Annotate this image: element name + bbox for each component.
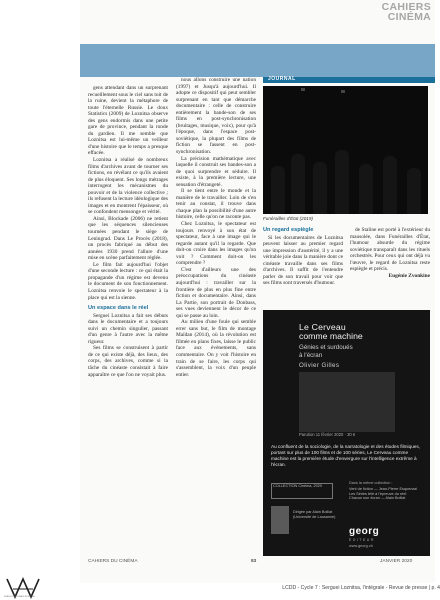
article-column-1 — [88, 85, 168, 555]
section-label: JOURNAL — [268, 76, 296, 82]
magazine-masthead — [359, 2, 431, 22]
related-titles — [349, 487, 425, 501]
photo-caption: Funérailles d'État (2019) — [263, 216, 313, 221]
festival-logo-text: FRANCO-ROUMAIN FESTIVAL — [4, 596, 36, 598]
book-advertisement — [263, 310, 430, 556]
paragraph: La précision mathématique avec laquelle il construit ses bandes-son a de quoi surprendre et séduire. Il existe, à la première lecture, une sensation d'étrangeté. — [176, 155, 256, 188]
ad-title-line1: Le Cerveau — [299, 322, 346, 332]
paragraph: Il se tient entre le monde et la manière de le travailler. Loin de s'en tenir au constat, il trouve dans chaque plan la possibilité d'une autre histoire, celle qu'on ne raconte pas. — [176, 188, 256, 221]
ad-blurb: Au confluent de la sociologie, de la narratologie et des études filmiques, portant sur plus de 100 films et de 100 séries, Le Cerveau comme machine est la première étude d'envergure sur l'intelligence extrême à l'écran. — [271, 444, 421, 467]
collection-label: COLLECTION Cinéma, 2020 — [273, 484, 322, 488]
article-column-2 — [176, 77, 256, 555]
book-cover-image — [299, 372, 395, 432]
magazine-page — [80, 0, 435, 583]
paragraph: Loznitsa a réalisé de nombreux films d'archives avant de tourner ses fictions, en révélant ce qu'ils avaient de plus éloquent. Ses longs métrages interrogent les mécanismes du pouvoir et de la violence collective ; ils refusent la lecture idéologique des images et en montrent l'épaisseur, où se confondent mensonge et vérité. — [88, 157, 168, 216]
paragraph: de Staline est porté à l'extérieur du mausolée, dans Funérailles d'État, l'humour absurde du régime soviétique transparaît dans les rituels orchestrés. Pour ceux qui ont déjà vu l'œuvre, le regard de Loznitsa reste espiègle et précis. — [350, 227, 430, 273]
ad-subtitle-line2: à l'écran — [299, 352, 323, 359]
related-title: Chacun son écran — Alain Boillat — [349, 496, 406, 501]
subheading: Un espace dans le réel — [88, 305, 149, 312]
masthead-line2: CINÉMA — [387, 11, 431, 23]
footer-magazine-name: CAHIERS DU CINÉMA — [88, 559, 138, 564]
paragraph: Ses films se construisent à partir de ce qui existe déjà, des lieux, des corps, des archives, comme si la tâche du cinéaste consistait à faire apparaître ce que l'on ne voyait plus. — [88, 345, 168, 378]
director-line2: (Université de Lausanne) — [293, 514, 336, 519]
paragraph: Au milieu d'une foule qui semble errer sans but, le film de montage Maïdan (2014), où la révolution est filmée en plans fixes, laisse le public face aux événements, sans commentaire. On y voit l'histoire en train de se faire, les corps qui s'assemblent, la voix d'un peuple entier. — [176, 319, 256, 378]
director-info — [293, 510, 335, 519]
masthead-line1: CAHIERS — [381, 1, 431, 13]
paragraph: nous allons construire une nation (1997) et Jusqu'à aujourd'hui. Il adopte ce dispositif qui peut sembler surprenant en tant que démarche documentaire : celle de construire entièrement la bande-son de ses films en post-synchronisation (bruitages, musique, voix), pour qu'à l'époque, dans l'espace post-soviétique, la plupart des films de fiction se fassent en post-synchronisation. — [176, 77, 256, 156]
same-collection-label: Dans la même collection : — [349, 481, 393, 485]
collection-cover-image — [271, 506, 289, 534]
paragraph: Ainsi, Blockade (2006) ne retient que les séquences silencieuses tournées pendant le siège de Leningrad. Dans Le Procès (2018), un procès fabriqué au début des années 1930 prend l'allure d'une mise en scène parfaitement réglée. — [88, 215, 168, 262]
paragraph: C'est d'ailleurs une des préoccupations du cinéaste aujourd'hui : travailler sur la frontière de plus en plus fine entre fiction et documentaire. Ainsi, dans La Partie, son portrait de Donbass, ses vues deviennent le décor de ce qui se passe au loin. — [176, 266, 256, 319]
publisher-website: www.georg.ch — [349, 544, 373, 548]
subheading: Un regard espiègle — [263, 227, 314, 233]
related-title: Les Séries télé à l'épreuve du réel — [349, 491, 407, 496]
paragraph: Si les documentaires de Loznitsa peuvent laisser au premier regard une impression d'austérité, il y a une véritable joie dans la manière dont ce cinéaste travaille dans ses films d'archives. Il suffit de l'entendre parler de son travail pour voir que ses films sont traversés d'humour. — [263, 234, 343, 287]
paragraph: Le film fait aujourd'hui l'objet d'une seconde lecture : ce qui était la propagande d'un régime est devenu le document de son fonctionnement. Loznitsa renvoie le spectateur à la place qui est la sienne. — [88, 261, 168, 301]
publisher-logo-sub: ÉDITEUR — [349, 538, 375, 542]
page-caption: LCDD - Cycle 7 : Serguei Loznitsa, l'intégrale - Revue de presse | p. 4 — [282, 585, 440, 591]
footer-date: JANVIER 2020 — [380, 559, 413, 564]
footer-page-number: 83 — [251, 559, 257, 564]
ad-subtitle-line1: Génies et surdoués — [299, 344, 353, 351]
film-still-photo — [263, 86, 428, 214]
article-column-3 — [263, 227, 343, 287]
related-title: Vent de fiction — Jean-Pierre Esquenazi — [349, 487, 418, 491]
ad-price: Parution 11 février 2020 · 30 € — [299, 432, 356, 437]
header-band — [80, 44, 435, 77]
publisher-logo: georg — [349, 526, 380, 537]
paragraph: Serguei Loznitsa a fait ses débuts dans le documentaire et a toujours suivi un chemin singulier, passant d'un genre à l'autre avec la même rigueur. — [88, 312, 168, 345]
director-line1: Dirigée par Alain Boillat — [293, 510, 333, 514]
paragraph: gens attendant dans un surprenant recueillement sous le ciel sans toit de la ruine, devient la métaphore de toute l'éternelle Russie. Le doux Statistics (2009) de Loznitsa observe des gens endormis dans une petite gare de province, pendant la ronde du gardien. Il me semble que Loznitsa est lui-même un veilleur d'une histoire que le temps a presque effacée. — [88, 85, 168, 157]
ad-title-line2: comme machine — [299, 331, 363, 341]
paragraph: Chez Loznitsa, le spectateur est toujours renvoyé à son état de spectateur, face à une image qui le regarde autant qu'il la regarde. Que doit-on croire dans les images qu'on voit ? Comment doit-on les comprendre ? — [176, 221, 256, 267]
article-column-4 — [350, 227, 430, 287]
ad-author: Olivier Gilles — [299, 362, 340, 369]
author-byline: Eugénie Zvonkine — [388, 272, 430, 279]
